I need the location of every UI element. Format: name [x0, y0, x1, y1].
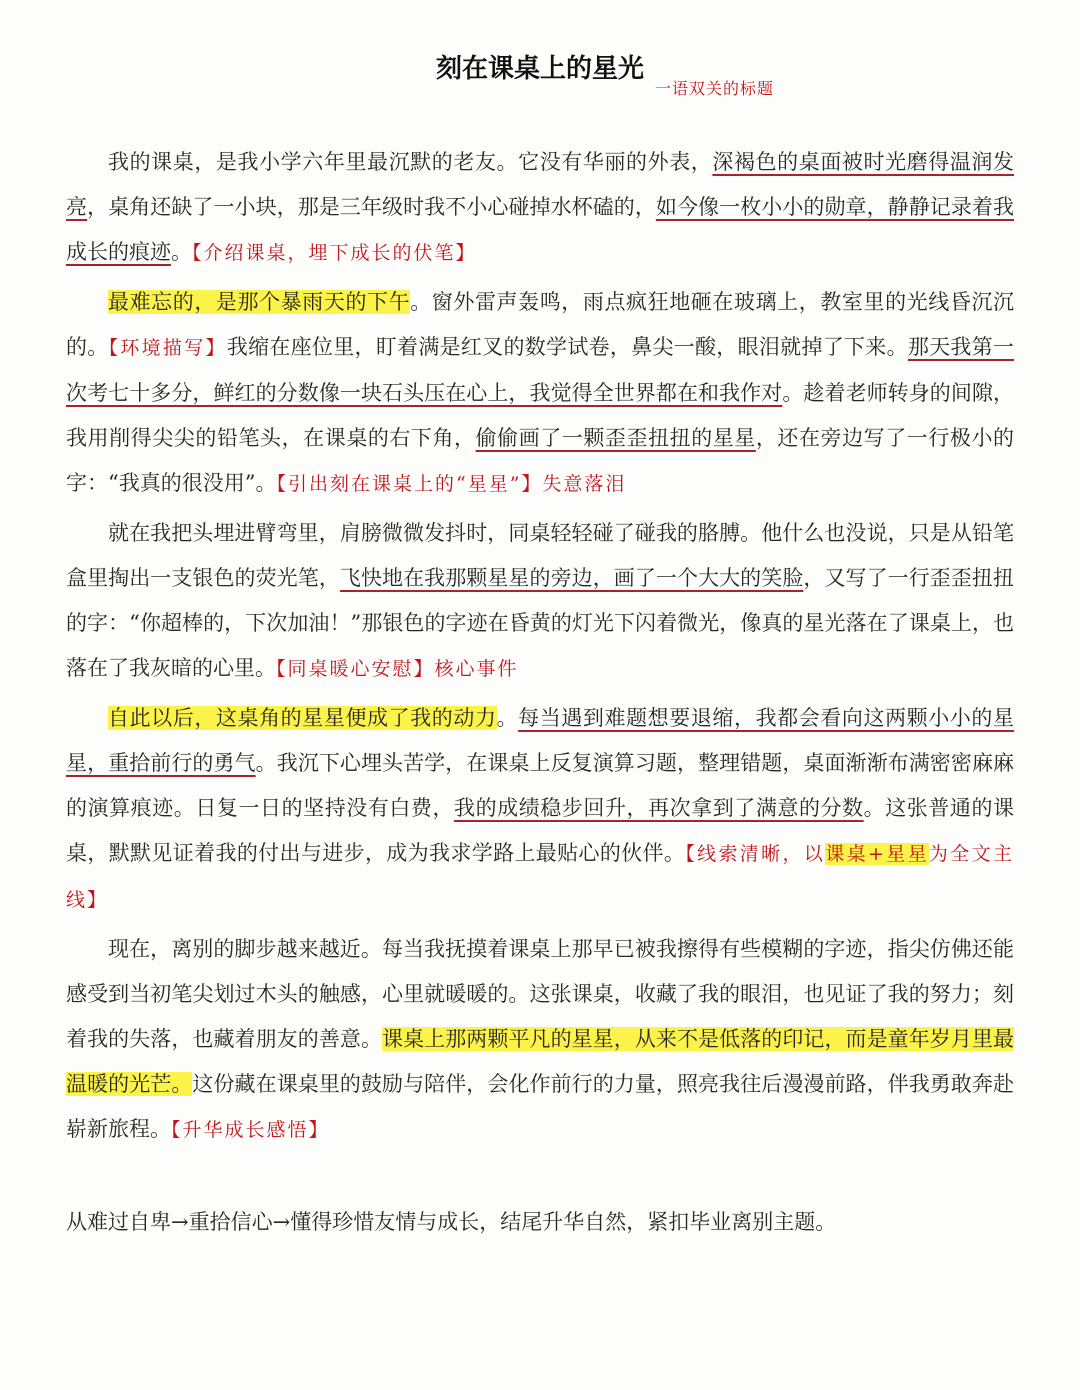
- annotation: 【升华成长感悟】: [171, 1119, 330, 1141]
- text-span: ，桌角还缺了一小块，那是三年级时我不小心碰掉水杯磕的，: [87, 195, 656, 219]
- text-span: ，又写了一行歪歪扭扭的字：“你超棒的，下次加油！”那银色的字迹在昏黄的灯光下闪着微光，像真的星光落在了课桌上，也落在了我灰暗的心里。: [66, 566, 1015, 680]
- underlined-phrase: 我的成绩稳步回升，再次拿到了满意的分数: [454, 796, 864, 820]
- text-span: 。这张普通的课桌，默默见证着我的付出与进步，成为我求学路上最贴心的伙伴。: [66, 796, 1015, 865]
- text-span: 现在，离别的脚步越来越近。每当我抚摸着课桌上那早已被我擦得有些模糊的字迹，指尖仿佛还能感受到当初笔尖划过木头的触感，心里就暖暖的。这张课桌，收藏了我的眼泪，也见证了我的努力；刻着我的失落，也藏着朋友的善意。: [66, 937, 1014, 1051]
- annotation-highlight: 课桌+星星: [825, 843, 929, 865]
- annotation: 【同桌暖心安慰】核心事件: [276, 658, 519, 680]
- text-span: 。窗外雷声轰鸣，雨点疯狂地砸在玻璃上，教室里的光线昏沉沉的。: [66, 290, 1015, 359]
- text-span: 这份藏在课桌里的鼓励与陪伴，会化作前行的力量，照亮我往后漫漫前路，伴我勇敢奔赴崭新旅程。: [66, 1072, 1015, 1141]
- underlined-phrase: 偷偷画了一颗歪歪扭扭的星星: [475, 426, 756, 450]
- essay-title: 刻在课桌上的星光: [435, 54, 644, 84]
- underlined-phrase: 每当遇到难题想要退缩，我都会看向这两颗小小的星星，重拾前行的勇气: [66, 706, 1015, 775]
- underlined-phrase: 如今像一枚小小的勋章，静静记录着我成长的痕迹: [66, 195, 1015, 264]
- annotation: 【引出刻在课桌上的“星星”】失意落泪: [276, 473, 627, 495]
- annotation: 【环境描写】: [108, 337, 227, 359]
- text-span: 。: [496, 706, 519, 730]
- annotation-part: 【线索清晰，以: [685, 843, 826, 865]
- text-span: 就在我把头埋进臂弯里，肩膀微微发抖时，同桌轻轻碰了碰我的胳膊。他什么也没说，只是从铅笔盒里掏出一支银色的荧光笔，: [66, 521, 1014, 590]
- essay-body: [66, 140, 1014, 1157]
- text-span: 。我沉下心埋头苦学，在课桌上反复演算习题，整理错题，桌面渐渐布满密密麻麻的演算痕迹。日复一日的坚持没有白费，: [66, 751, 1015, 820]
- underlined-phrase: 飞快地在我那颗星星的旁边，画了一个大大的笑脸: [339, 566, 804, 590]
- text-span: 。: [171, 240, 192, 264]
- highlighted-sentence: 课桌上那两颗平凡的星星，从来不是低落的印记，而是童年岁月里最温暖的光芒。: [66, 1027, 1015, 1096]
- underlined-phrase: 深褐色的桌面被时光磨得温润发亮: [66, 150, 1014, 219]
- highlighted-sentence: 自此以后，这桌角的星星便成了我的动力: [108, 706, 497, 730]
- annotation: 【介绍课桌，埋下成长的伏笔】: [192, 242, 477, 264]
- paragraph-4: [66, 696, 1014, 923]
- title-annotation: 一语双关的标题: [655, 79, 775, 98]
- text-span: ，还在旁边写了一行极小的字：“我真的很没用”。: [66, 426, 1015, 495]
- underlined-phrase: 那天我第一次考七十多分，鲜红的分数像一块石头压在心上，我觉得全世界都在和我作对: [66, 335, 1014, 405]
- summary-line: 从难过自卑→重拾信心→懂得珍惜友情与成长，结尾升华自然，紧扣毕业离别主题。: [66, 1210, 837, 1234]
- text-span: 我缩在座位里，盯着满是红叉的数学试卷，鼻尖一酸，眼泪就掉了下来。: [226, 335, 908, 359]
- paragraph-1: [66, 140, 1014, 276]
- paragraph-3: [66, 511, 1014, 692]
- paragraph-5: [66, 927, 1014, 1153]
- text-span: 我的课桌，是我小学六年里最沉默的老友。它没有华丽的外表，: [108, 150, 713, 174]
- highlighted-sentence: 最难忘的，是那个暴雨天的下午: [108, 290, 411, 314]
- annotation-part: 为全文主线】: [66, 843, 1014, 911]
- text-span: 。趁着老师转身的间隙，我用削得尖尖的铅笔头，在课桌的右下角，: [66, 381, 1015, 450]
- paragraph-2: [66, 280, 1014, 507]
